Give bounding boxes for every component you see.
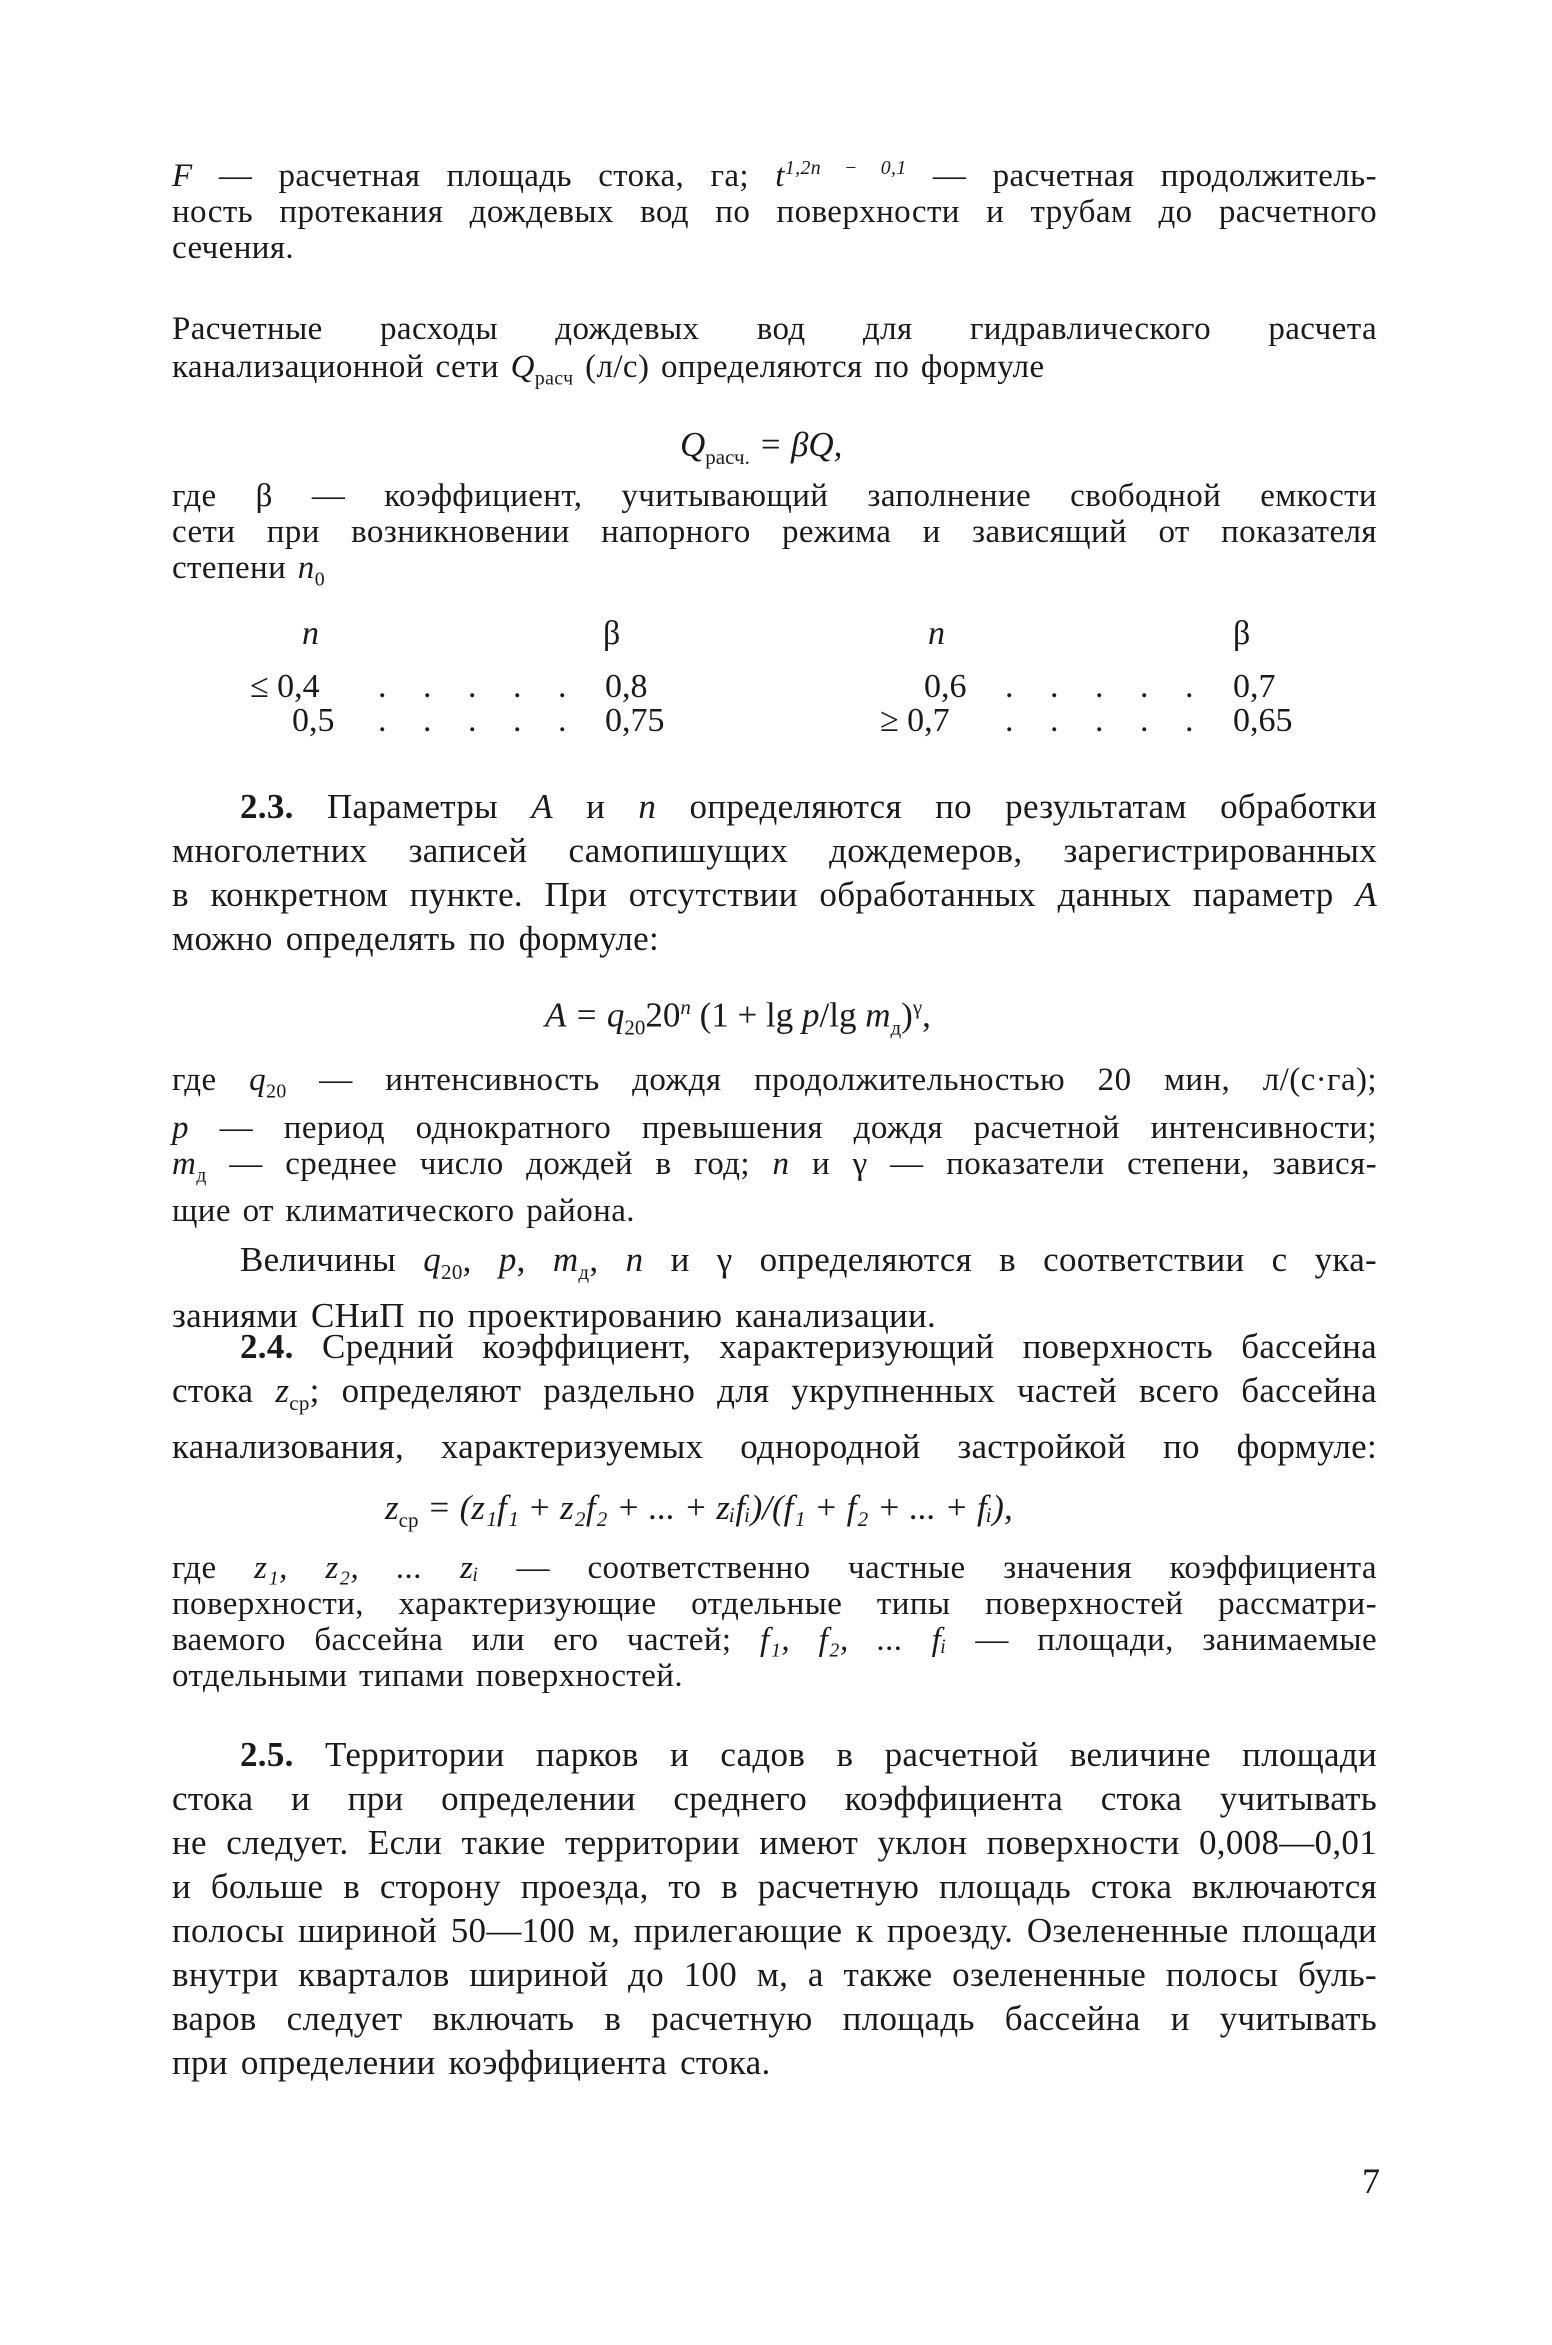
paragraph-beta [172, 478, 1377, 598]
text-line: 2.5. Территории парков и садов в расчетной величине площади [240, 1735, 1377, 1774]
formula-parameter-a: $A = q_{20}20^n$ (1 + lg p/lg $m_д)^\gamma$, [545, 995, 931, 1040]
text-line: канализационной сети $Q_{расч}$ (л/с) определяются по формуле [172, 349, 1045, 390]
text-line: варов следует включать в расчетную площадь бассейна и учитывать [172, 1999, 1377, 2038]
text-line: при определении коэффициента стока. [172, 2043, 771, 2082]
formula-z-mean: $z_{ср} = (z_1f_1 + z_2f_2$ + ... + zᵢfᵢ)/(f₁ + f₂ + ... + fᵢ), [385, 1488, 1013, 1532]
text-line: полосы шириной 50—100 м, прилегающие к проезду. Озелененные площади [172, 1911, 1377, 1950]
table-cell: 0,8 [605, 668, 648, 705]
text-line: ваемого бассейна или его частей; f₁, f₂, ... fᵢ — площади, занимаемые [172, 1622, 1377, 1658]
text-line: 2.4. Средний коэффициент, характеризующий поверхность бассейна [240, 1327, 1377, 1366]
paragraph-z-definitions [172, 1550, 1377, 1694]
paragraph-values-snip [172, 1238, 1377, 1338]
text-line: сечения. [172, 230, 295, 266]
table-cell: ≥ 0,7 [880, 702, 950, 739]
text-line: отдельными типами поверхностей. [172, 1658, 684, 1694]
page-number: 7 [1362, 2161, 1380, 2201]
text-line: где β — коэффициент, учитывающий заполнение свободной емкости [172, 478, 1377, 514]
table-header: β [1233, 615, 1251, 652]
table-cell: 0,65 [1233, 702, 1293, 739]
paragraph-q20-definitions [172, 1062, 1377, 1229]
text-line: стока $z_{ср}$; определяют раздельно для укрупненных частей всего бассейна [172, 1371, 1377, 1415]
text-line: многолетних записей самопишущих дождемеров, зарегистрированных [172, 831, 1377, 870]
table-cell: . . . . . [378, 702, 581, 739]
text-line: p — период однократного превышения дождя расчетной интенсивности; [172, 1109, 1377, 1146]
text-line: не следует. Если такие территории имеют уклон поверхности 0,008—0,01 [172, 1823, 1377, 1862]
text-line: щие от климатического района. [172, 1193, 635, 1230]
text-line: канализования, характеризуемых однородной застройкой по формуле: [172, 1427, 1377, 1466]
section-2-5 [172, 1733, 1377, 2085]
paragraph-design-flow [172, 310, 1377, 398]
section-2-3 [172, 785, 1377, 961]
text-line: ность протекания дождевых вод по поверхности и трубам до расчетного [172, 194, 1377, 230]
table-header: β [603, 615, 621, 652]
text-line: заниями СНиП по проектированию канализации. [172, 1296, 937, 1335]
text-line: стока и при определении среднего коэффициента стока учитывать [172, 1779, 1377, 1818]
table-cell: 0,6 [924, 668, 967, 705]
table-cell: . . . . . [1005, 668, 1208, 705]
text-line: где z₁, z₂, ... zᵢ — соответственно частные значения коэффициента [172, 1550, 1377, 1586]
table-header: n [928, 615, 945, 652]
table-header: n [302, 615, 319, 652]
text-line: внутри кварталов шириной до 100 м, а также озелененные полосы буль- [172, 1955, 1377, 1994]
text-line: можно определять по формуле: [172, 919, 660, 958]
table-cell: . . . . . [378, 668, 581, 705]
text-line: F — расчетная площадь стока, га; $t^{1,2n - 0,1}$ — расчетная продолжитель- [172, 157, 1377, 194]
text-line: 2.3. Параметры A и n определяются по результатам обработки [240, 787, 1378, 826]
table-cell: 0,5 [292, 702, 335, 739]
table-cell: 0,75 [605, 702, 665, 739]
table-cell: . . . . . [1005, 702, 1208, 739]
text-line: поверхности, характеризующие отдельные типы поверхностей рассматри- [172, 1586, 1377, 1622]
text-line: Расчетные расходы дождевых вод для гидравлического расчета [172, 311, 1377, 347]
text-line: и больше в сторону проезда, то в расчетную площадь стока включаются [172, 1867, 1377, 1906]
text-line: где $q_{20}$ — интенсивность дождя продолжительностью 20 мин, л/(с·га); [172, 1062, 1377, 1103]
text-line: $m_д$ — среднее число дождей в год; n и γ — показатели степени, завися- [172, 1145, 1377, 1187]
text-line: Величины $q_{20}$, p, $m_д$, n и γ определяются в соответствии с ука- [240, 1240, 1377, 1284]
text-line: в конкретном пункте. При отсутствии обработанных данных параметр A [172, 875, 1377, 914]
table-cell: 0,7 [1233, 668, 1276, 705]
paragraph-runoff-area [172, 150, 1377, 266]
section-2-4 [172, 1325, 1377, 1469]
text-line: сети при возникновении напорного режима и зависящий от показателя [172, 514, 1377, 550]
text-line: степени $n_0$ [172, 550, 325, 591]
formula-q-design: $Q_{расч.} = \beta Q$, [680, 425, 843, 469]
table-cell: ≤ 0,4 [250, 668, 320, 705]
